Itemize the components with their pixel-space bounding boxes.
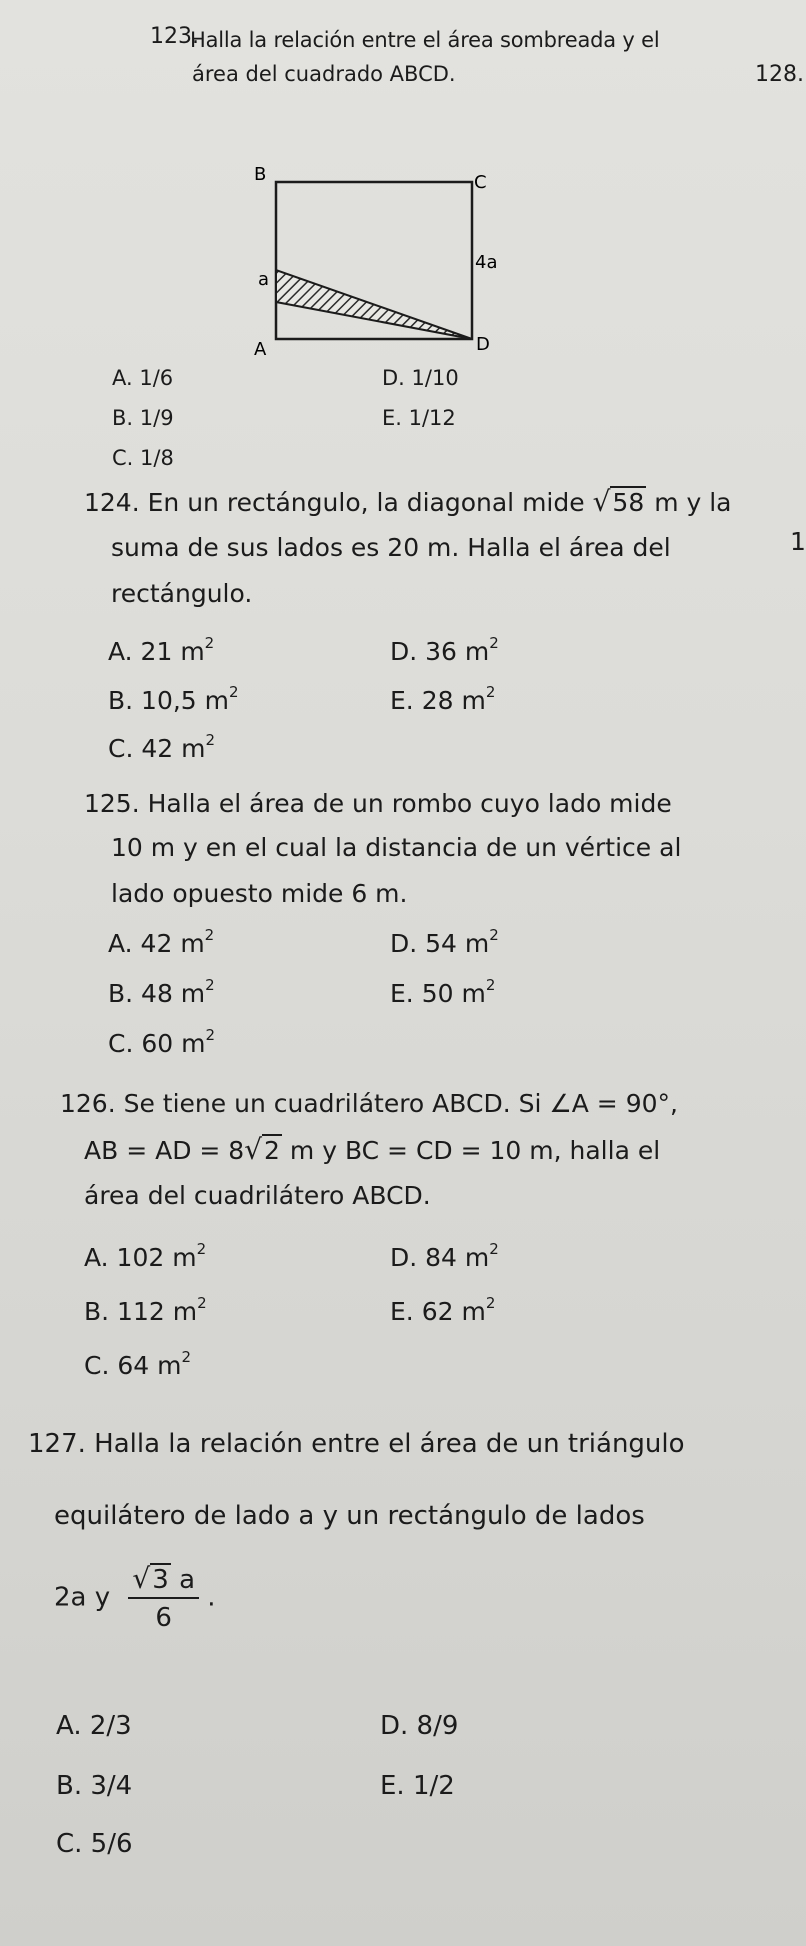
- sqrt-radicand: 2: [264, 1136, 280, 1165]
- option-a[interactable]: A. 2/3: [56, 1711, 132, 1741]
- question-text-line-1: Halla la relación entre el área sombreada y el: [190, 28, 660, 52]
- option-b[interactable]: B. 48 $m^2$: [108, 976, 215, 1008]
- fraction-denominator: 6: [155, 1603, 172, 1633]
- option-d[interactable]: D. 1/10: [382, 366, 459, 390]
- vertex-d-label: D: [476, 334, 490, 355]
- sqrt-icon: √: [132, 1562, 151, 1595]
- sqrt-radicand: 58: [612, 488, 645, 517]
- question-text-line-3: [54, 1562, 216, 1633]
- option-e[interactable]: E. 1/12: [382, 406, 456, 430]
- question-text-line-2: suma de sus lados es 20 m. Halla el área del: [111, 533, 671, 562]
- option-b[interactable]: B. 112 $m^2$: [84, 1294, 207, 1326]
- question-text-line-2: 10 m y en el cual la distancia de un vértice al: [111, 833, 682, 862]
- option-c[interactable]: C. 1/8: [112, 446, 174, 470]
- question-text-line-1: 126. Se tiene un cuadrilátero ABCD. Si ∠A = 90°,: [60, 1089, 678, 1118]
- sqrt-icon: √: [592, 485, 611, 518]
- sqrt-icon: √: [244, 1133, 263, 1166]
- option-e[interactable]: E. 28 $m^2$: [390, 683, 496, 715]
- option-b[interactable]: B. 10,5 $m^2$: [108, 683, 239, 715]
- side-4a-label: 4a: [475, 252, 498, 273]
- vertex-c-label: C: [474, 172, 487, 193]
- question-text-line-2: [84, 1128, 660, 1173]
- question-125: [0, 782, 801, 1072]
- question-126: [0, 1082, 801, 1392]
- question-text-line-2: área del cuadrado ABCD.: [192, 62, 456, 86]
- option-a[interactable]: A. 21 $m^2$: [108, 634, 215, 666]
- option-a[interactable]: A. 42 $m^2$: [108, 926, 215, 958]
- vertex-b-label: B: [254, 164, 267, 185]
- question-124: [0, 480, 806, 770]
- shaded-triangle: [276, 270, 472, 339]
- fraction: [128, 1562, 199, 1633]
- option-e[interactable]: E. 1/2: [380, 1771, 455, 1801]
- question-number: 123.: [150, 24, 199, 49]
- option-c[interactable]: C. 64 $m^2$: [84, 1348, 192, 1380]
- option-b[interactable]: B. 3/4: [56, 1771, 133, 1801]
- vertex-a-label: A: [254, 339, 267, 360]
- option-c[interactable]: C. 42 $m^2$: [108, 731, 216, 763]
- text-segment: m y la: [654, 488, 732, 517]
- sqrt-radicand: 3: [152, 1565, 169, 1595]
- question-123: [0, 0, 804, 470]
- option-a[interactable]: A. 1/6: [112, 366, 174, 390]
- text-segment: 124. En un rectángulo, la diagonal mide: [84, 488, 585, 517]
- square-figure: [240, 160, 540, 360]
- option-d[interactable]: D. 36 $m^2$: [390, 634, 499, 666]
- text-segment: AB = AD = 8: [84, 1136, 245, 1165]
- text-segment: .: [207, 1582, 216, 1613]
- fraction-numerator: [128, 1562, 199, 1599]
- question-text-line-2: equilátero de lado a y un rectángulo de lados: [54, 1501, 645, 1531]
- option-e[interactable]: E. 62 $m^2$: [390, 1294, 496, 1326]
- variable: a: [179, 1565, 195, 1595]
- question-text-line-3: lado opuesto mide 6 m.: [111, 879, 408, 908]
- option-c[interactable]: C. 5/6: [56, 1829, 133, 1859]
- question-text-line-3: rectángulo.: [111, 579, 253, 608]
- side-a-label: a: [258, 269, 270, 290]
- option-d[interactable]: D. 84 $m^2$: [390, 1240, 499, 1272]
- side-question-number: 128.: [755, 62, 804, 87]
- question-text-line-1: 127. Halla la relación entre el área de un triángulo: [28, 1429, 685, 1459]
- option-a[interactable]: A. 102 $m^2$: [84, 1240, 207, 1272]
- option-d[interactable]: D. 8/9: [380, 1711, 459, 1741]
- question-text-line-1: 125. Halla el área de un rombo cuyo lado mide: [84, 789, 672, 818]
- text-segment: 2a y: [54, 1582, 111, 1613]
- question-127: [0, 1422, 801, 1946]
- text-segment: m y BC = CD = 10 m, halla el: [289, 1136, 661, 1165]
- option-d[interactable]: D. 54 $m^2$: [390, 926, 499, 958]
- side-mark: 1: [790, 527, 806, 556]
- option-b[interactable]: B. 1/9: [112, 406, 174, 430]
- option-c[interactable]: C. 60 $m^2$: [108, 1026, 216, 1058]
- question-text-line-3: área del cuadrilátero ABCD.: [84, 1181, 431, 1210]
- option-e[interactable]: E. 50 $m^2$: [390, 976, 496, 1008]
- question-text-line-1: [84, 480, 732, 525]
